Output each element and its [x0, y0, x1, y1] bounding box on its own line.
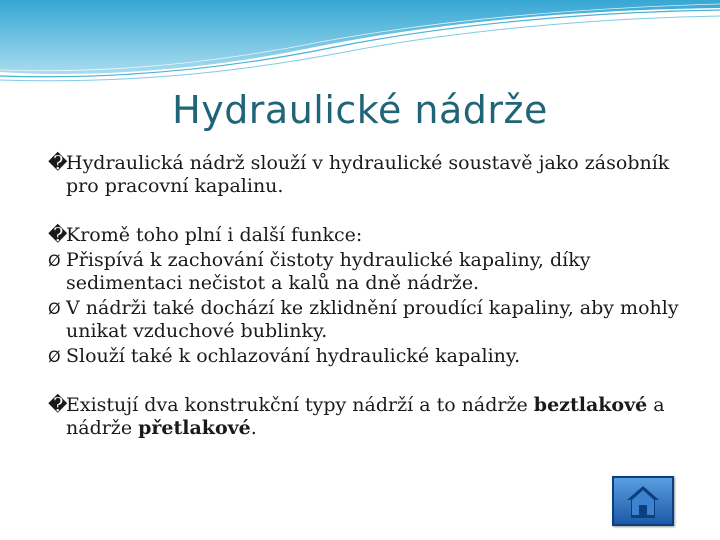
- bullet-glyph: �: [48, 152, 68, 174]
- home-button[interactable]: [612, 476, 674, 526]
- slide-title: Hydraulické nádrže: [172, 88, 548, 132]
- header-wave-decoration: [0, 0, 720, 90]
- sub-item-1-text: Přispívá k zachování čistoty hydraulické kapaliny, díky sedimentaci nečistot a kalů na dně nádrže.: [66, 249, 591, 294]
- slide-body: [48, 152, 688, 440]
- term-pretlakove: přetlakové: [138, 417, 251, 439]
- paragraph-3-text-end: .: [250, 417, 257, 439]
- arrow-bullet-icon: Ø: [48, 299, 61, 318]
- paragraph-1: [48, 152, 688, 198]
- paragraph-3: [48, 394, 688, 440]
- paragraph-2: [48, 224, 688, 247]
- sub-item-3-text: Slouží také k ochlazování hydraulické kapaliny.: [66, 345, 521, 367]
- arrow-bullet-icon: Ø: [48, 251, 61, 270]
- home-icon: [626, 484, 660, 520]
- paragraph-2-text: Kromě toho plní i další funkce:: [66, 224, 363, 246]
- sub-item-2: [48, 297, 688, 343]
- sub-item-2-text: V nádrži také dochází ke zklidnění proudící kapaliny, aby mohly unikat vzduchové bublinky.: [66, 297, 679, 342]
- paragraph-3-text-middle: a nádrže: [66, 394, 665, 439]
- paragraph-3-text-start: Existují dva konstrukční typy nádrží a to nádrže: [66, 394, 534, 416]
- bullet-glyph: �: [48, 224, 68, 246]
- sub-item-3: [48, 345, 688, 368]
- bullet-glyph: �: [48, 394, 68, 416]
- arrow-bullet-icon: Ø: [48, 347, 61, 366]
- paragraph-1-text: Hydraulická nádrž slouží v hydraulické soustavě jako zásobník pro pracovní kapalinu.: [66, 152, 670, 197]
- term-beztlakove: beztlakové: [533, 394, 648, 416]
- sub-item-1: [48, 249, 688, 295]
